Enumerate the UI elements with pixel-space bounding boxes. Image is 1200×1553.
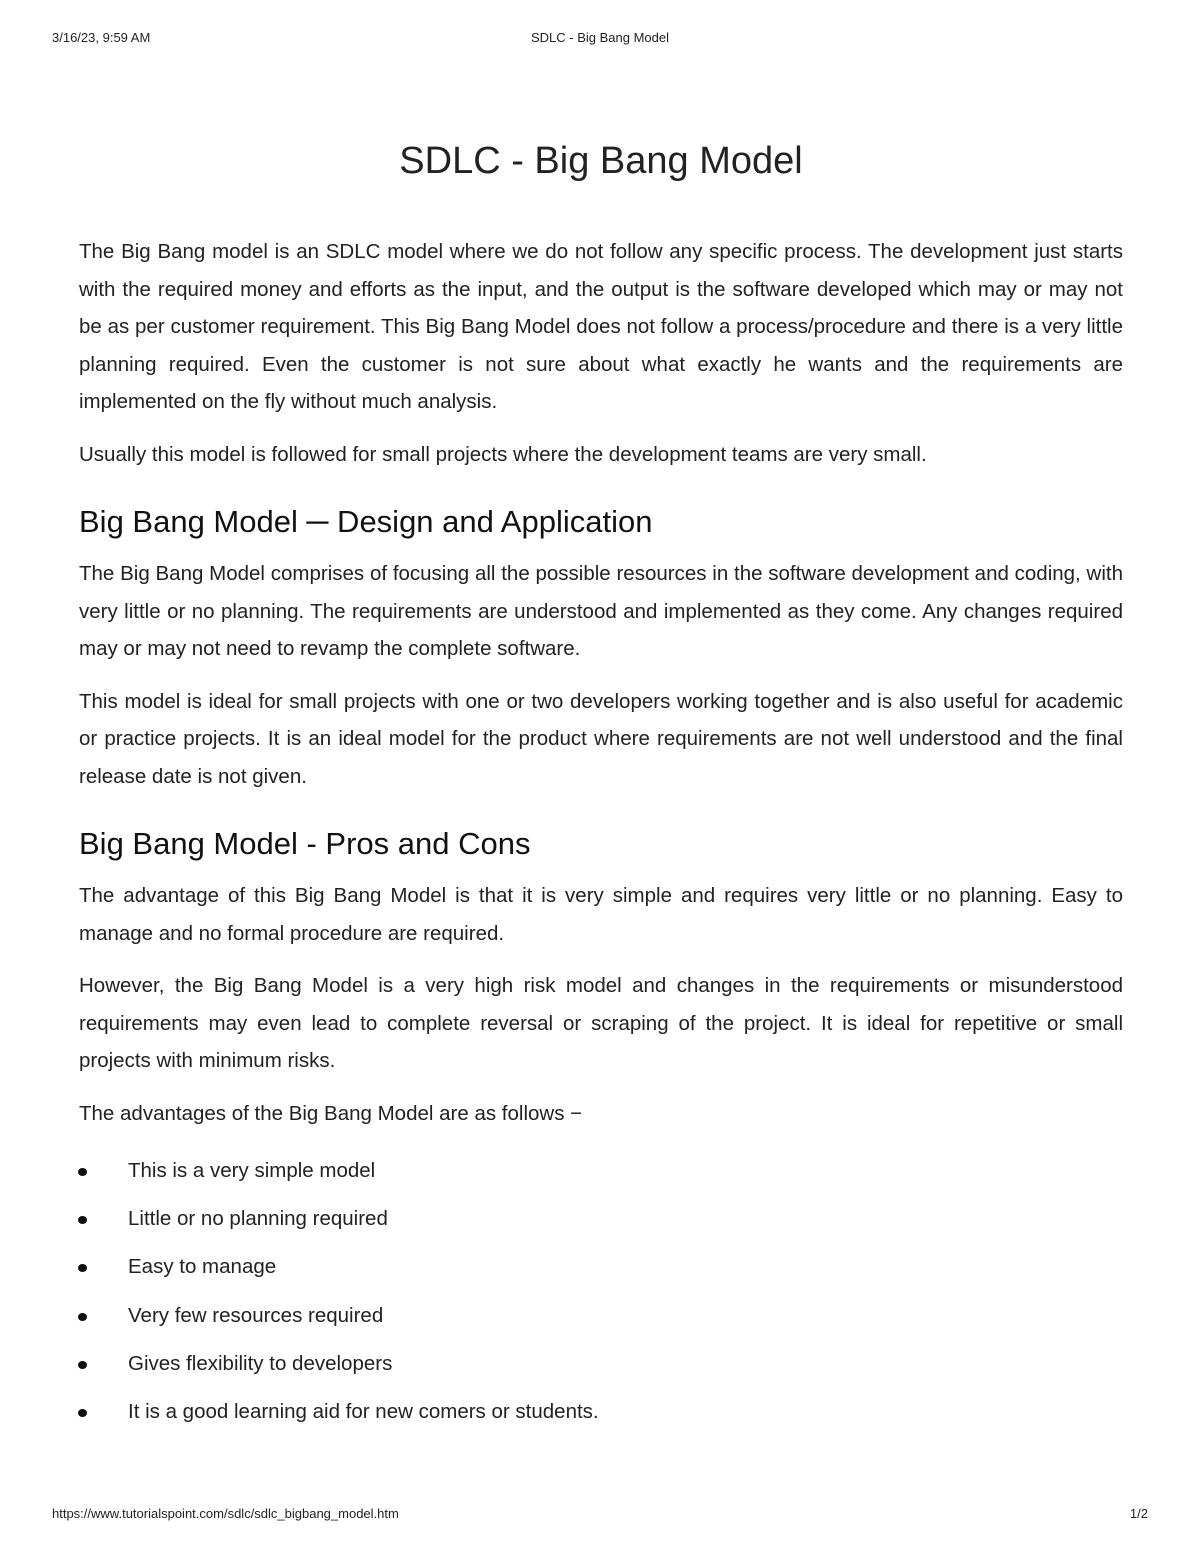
intro-paragraph: Usually this model is followed for small projects where the development teams are very small. (79, 442, 927, 466)
print-header-title: SDLC - Big Bang Model (530, 30, 669, 45)
print-footer (52, 1506, 1148, 1526)
bullet-icon (78, 1313, 87, 1321)
list-intro-paragraph: The advantages of the Big Bang Model are as follows − (79, 1101, 583, 1125)
list-item (79, 1292, 1123, 1340)
section-paragraph: However, the Big Bang Model is a very high risk model and changes in the requirements or misunderstood requirements may even lead to complete reversal or scraping of the project. It is ideal for repetitive or small projects with minimum risks. (79, 974, 1123, 1072)
bullet-icon (78, 1168, 87, 1176)
list-item (79, 1243, 1123, 1291)
page-title: SDLC - Big Bang Model (399, 140, 803, 182)
section-paragraph: This model is ideal for small projects with one or two developers working together and is also useful for academic or practice projects. It is an ideal model for the product where requirements are not well understood and the final release date is not given. (79, 689, 1123, 788)
intro-paragraph: The Big Bang model is an SDLC model where we do not follow any specific process. The development just starts with the required money and efforts as the input, and the output is the software developed which may or may not be as per customer requirement. This Big Bang Model does not follow a process/procedure and there is a very little planning required. Even the customer is not sure about what exactly he wants and the requirements are implemented on the fly without much analysis. (79, 240, 1123, 413)
print-header (52, 30, 1148, 50)
page-number: 1/2 (1129, 1506, 1148, 1521)
section-heading-design: Big Bang Model ─ Design and Application (79, 504, 653, 539)
list-item (79, 1195, 1123, 1243)
list-item-text: Easy to manage (128, 1255, 277, 1279)
section-paragraph: The Big Bang Model comprises of focusing all the possible resources in the software development and coding, with very little or no planning. The requirements are understood and implemented as they come. Any changes required may or may not need to revamp the complete software. (79, 562, 1123, 660)
source-url-link[interactable]: https://www.tutorialspoint.com/sdlc/sdlc_bigbang_model.htm (52, 1506, 399, 1521)
list-item-text: Little or no planning required (128, 1207, 388, 1231)
bullet-icon (78, 1361, 87, 1369)
list-item-text: Gives flexibility to developers (128, 1351, 393, 1375)
list-item (79, 1388, 1123, 1436)
section-paragraph: The advantage of this Big Bang Model is that it is very simple and requires very little or no planning. Easy to manage and no formal procedure are required. (79, 884, 1123, 945)
section-heading-pros-cons: Big Bang Model - Pros and Cons (79, 826, 531, 861)
article-content (79, 136, 1123, 1436)
list-item-text: Very few resources required (128, 1303, 384, 1327)
list-item (79, 1147, 1123, 1195)
advantages-list (79, 1147, 1123, 1436)
bullet-icon (78, 1409, 87, 1417)
print-datetime: 3/16/23, 9:59 AM (52, 30, 151, 45)
list-item-text: This is a very simple model (128, 1159, 376, 1182)
list-item-text: It is a good learning aid for new comers or students. (128, 1400, 599, 1424)
list-item (79, 1340, 1123, 1388)
bullet-icon (78, 1264, 87, 1272)
bullet-icon (78, 1216, 87, 1224)
